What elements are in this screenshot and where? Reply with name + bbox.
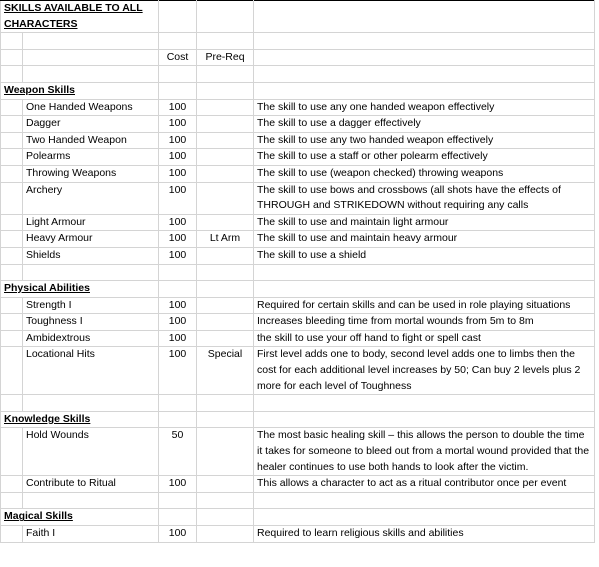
cell[interactable] [1, 264, 23, 281]
skill-cost[interactable]: 100 [159, 526, 197, 543]
skill-row [1, 297, 595, 314]
skill-description[interactable]: Required to learn religious skills and abilities [254, 526, 595, 543]
skill-prereq[interactable] [197, 99, 254, 116]
cell[interactable] [1, 49, 23, 66]
cell[interactable] [1, 149, 23, 166]
skill-description[interactable]: The skill to use a staff or other polearm effectively [254, 149, 595, 166]
skill-row [1, 149, 595, 166]
skill-description[interactable]: This allows a character to act as a ritual contributor once per event [254, 476, 595, 493]
skill-name[interactable]: Dagger [23, 116, 159, 133]
skill-row [1, 330, 595, 347]
cell[interactable] [1, 476, 23, 493]
skill-description[interactable]: The skill to use a dagger effectively [254, 116, 595, 133]
cell[interactable] [197, 66, 254, 83]
cell[interactable] [1, 526, 23, 543]
cell[interactable] [159, 281, 197, 298]
cell[interactable] [254, 66, 595, 83]
skill-cost[interactable]: 100 [159, 116, 197, 133]
skill-cost[interactable]: 100 [159, 182, 197, 214]
skill-row [1, 247, 595, 264]
skill-description[interactable]: Increases bleeding time from mortal wounds from 5m to 8m [254, 314, 595, 331]
skill-prereq[interactable] [197, 428, 254, 476]
cost-column-header[interactable]: Cost [159, 49, 197, 66]
cell[interactable] [1, 165, 23, 182]
cell[interactable] [159, 1, 197, 33]
skill-prereq[interactable] [197, 297, 254, 314]
cell[interactable] [197, 411, 254, 428]
skill-cost[interactable]: 100 [159, 149, 197, 166]
blank-row [1, 33, 595, 50]
cell[interactable] [159, 395, 197, 412]
skill-cost[interactable]: 100 [159, 132, 197, 149]
section-header[interactable]: Weapon Skills [1, 82, 159, 99]
blank-row [1, 264, 595, 281]
cell[interactable] [197, 509, 254, 526]
skill-name[interactable]: Toughness I [23, 314, 159, 331]
skill-description[interactable]: Required for certain skills and can be used in role playing situations [254, 297, 595, 314]
skill-prereq[interactable] [197, 165, 254, 182]
sheet-body [1, 1, 595, 543]
skill-name[interactable]: Heavy Armour [23, 231, 159, 248]
skill-row [1, 99, 595, 116]
cell[interactable] [159, 33, 197, 50]
skill-prereq[interactable]: Special [197, 347, 254, 395]
cell[interactable] [254, 395, 595, 412]
cell[interactable] [254, 49, 595, 66]
blank-row [1, 395, 595, 412]
prereq-column-header[interactable]: Pre-Req [197, 49, 254, 66]
skill-row [1, 347, 595, 395]
skill-name[interactable]: Throwing Weapons [23, 165, 159, 182]
cell[interactable] [159, 82, 197, 99]
cell[interactable] [1, 297, 23, 314]
skill-name[interactable]: Polearms [23, 149, 159, 166]
cell[interactable] [254, 82, 595, 99]
section-header[interactable]: Magical Skills [1, 509, 159, 526]
blank-row [1, 492, 595, 509]
skill-description[interactable]: The skill to use any two handed weapon effectively [254, 132, 595, 149]
skill-row [1, 526, 595, 543]
skill-name[interactable]: Strength I [23, 297, 159, 314]
section-header-row [1, 281, 595, 298]
skill-cost[interactable]: 100 [159, 297, 197, 314]
cell[interactable] [23, 49, 159, 66]
cell[interactable] [159, 66, 197, 83]
skill-row [1, 231, 595, 248]
cell[interactable] [254, 492, 595, 509]
cell[interactable] [23, 33, 159, 50]
skill-cost[interactable]: 100 [159, 476, 197, 493]
skill-name[interactable]: One Handed Weapons [23, 99, 159, 116]
cell[interactable] [1, 395, 23, 412]
cell[interactable] [23, 492, 159, 509]
skill-prereq[interactable] [197, 476, 254, 493]
skill-description[interactable]: The skill to use (weapon checked) throwing weapons [254, 165, 595, 182]
section-header-row [1, 509, 595, 526]
cell[interactable] [23, 264, 159, 281]
cell[interactable] [1, 182, 23, 214]
cell[interactable] [1, 347, 23, 395]
cell[interactable] [159, 264, 197, 281]
cell[interactable] [159, 509, 197, 526]
cell[interactable] [1, 214, 23, 231]
cell[interactable] [254, 411, 595, 428]
skill-name[interactable]: Faith I [23, 526, 159, 543]
skill-name[interactable]: Hold Wounds [23, 428, 159, 476]
skill-name[interactable]: Archery [23, 182, 159, 214]
skill-name[interactable]: Light Armour [23, 214, 159, 231]
skill-name[interactable]: Ambidextrous [23, 330, 159, 347]
cell[interactable] [1, 492, 23, 509]
cell[interactable] [254, 33, 595, 50]
cell[interactable] [159, 411, 197, 428]
blank-row [1, 66, 595, 83]
cell[interactable] [1, 314, 23, 331]
cell[interactable] [1, 330, 23, 347]
skill-row [1, 165, 595, 182]
skill-row [1, 116, 595, 133]
sheet-title[interactable]: SKILLS AVAILABLE TO ALL CHARACTERS [1, 1, 159, 33]
section-header-row [1, 82, 595, 99]
skill-description[interactable]: The skill to use and maintain heavy armour [254, 231, 595, 248]
skill-prereq[interactable] [197, 247, 254, 264]
cell[interactable] [1, 33, 23, 50]
skill-description[interactable]: The skill to use bows and crossbows (all shots have the effects of THROUGH and STRIKEDOWN without requiring any calls [254, 182, 595, 214]
cell[interactable] [1, 132, 23, 149]
cell[interactable] [197, 33, 254, 50]
skill-prereq[interactable] [197, 526, 254, 543]
skill-prereq[interactable]: Lt Arm [197, 231, 254, 248]
skill-description[interactable]: The most basic healing skill – this allows the person to double the time it takes for someone to bleed out from a mortal wound provided that the healer continues to use both hands to look after the victim. [254, 428, 595, 476]
skill-cost[interactable]: 100 [159, 214, 197, 231]
cell[interactable] [254, 264, 595, 281]
cell[interactable] [197, 281, 254, 298]
cell[interactable] [1, 99, 23, 116]
column-header-row [1, 49, 595, 66]
skill-cost[interactable]: 100 [159, 314, 197, 331]
cell[interactable] [197, 395, 254, 412]
title-row [1, 1, 595, 33]
skill-description[interactable]: The skill to use a shield [254, 247, 595, 264]
skill-cost[interactable]: 100 [159, 165, 197, 182]
skill-prereq[interactable] [197, 214, 254, 231]
cell[interactable] [254, 509, 595, 526]
skill-description[interactable]: The skill to use and maintain light armour [254, 214, 595, 231]
skill-row [1, 428, 595, 476]
skill-prereq[interactable] [197, 314, 254, 331]
skill-row [1, 214, 595, 231]
cell[interactable] [197, 492, 254, 509]
cell[interactable] [197, 264, 254, 281]
skill-row [1, 314, 595, 331]
cell[interactable] [1, 231, 23, 248]
skill-row [1, 476, 595, 493]
skill-prereq[interactable] [197, 132, 254, 149]
skill-name[interactable]: Two Handed Weapon [23, 132, 159, 149]
skill-row [1, 182, 595, 214]
cell[interactable] [197, 82, 254, 99]
skill-cost[interactable]: 100 [159, 99, 197, 116]
skill-description[interactable]: First level adds one to body, second level adds one to limbs then the cost for each additional level increases by 50; Can buy 2 levels plus 2 more for each level of Toughness [254, 347, 595, 395]
skill-prereq[interactable] [197, 330, 254, 347]
cell[interactable] [1, 247, 23, 264]
skill-cost[interactable]: 100 [159, 247, 197, 264]
skill-cost[interactable]: 50 [159, 428, 197, 476]
skill-row [1, 132, 595, 149]
skill-name[interactable]: Locational Hits [23, 347, 159, 395]
section-header[interactable]: Knowledge Skills [1, 411, 159, 428]
skill-name[interactable]: Contribute to Ritual [23, 476, 159, 493]
section-header-row [1, 411, 595, 428]
cell[interactable] [197, 1, 254, 33]
section-header[interactable]: Physical Abilities [1, 281, 159, 298]
skill-cost[interactable]: 100 [159, 347, 197, 395]
skill-cost[interactable]: 100 [159, 231, 197, 248]
skill-name[interactable]: Shields [23, 247, 159, 264]
skill-prereq[interactable] [197, 149, 254, 166]
cell[interactable] [1, 66, 23, 83]
cell[interactable] [23, 66, 159, 83]
cell[interactable] [1, 116, 23, 133]
cell[interactable] [1, 428, 23, 476]
skill-description[interactable]: The skill to use any one handed weapon effectively [254, 99, 595, 116]
cell[interactable] [159, 492, 197, 509]
cell[interactable] [254, 1, 595, 33]
skill-cost[interactable]: 100 [159, 330, 197, 347]
cell[interactable] [254, 281, 595, 298]
skill-description[interactable]: the skill to use your off hand to fight or spell cast [254, 330, 595, 347]
skill-prereq[interactable] [197, 116, 254, 133]
cell[interactable] [23, 395, 159, 412]
skill-prereq[interactable] [197, 182, 254, 214]
